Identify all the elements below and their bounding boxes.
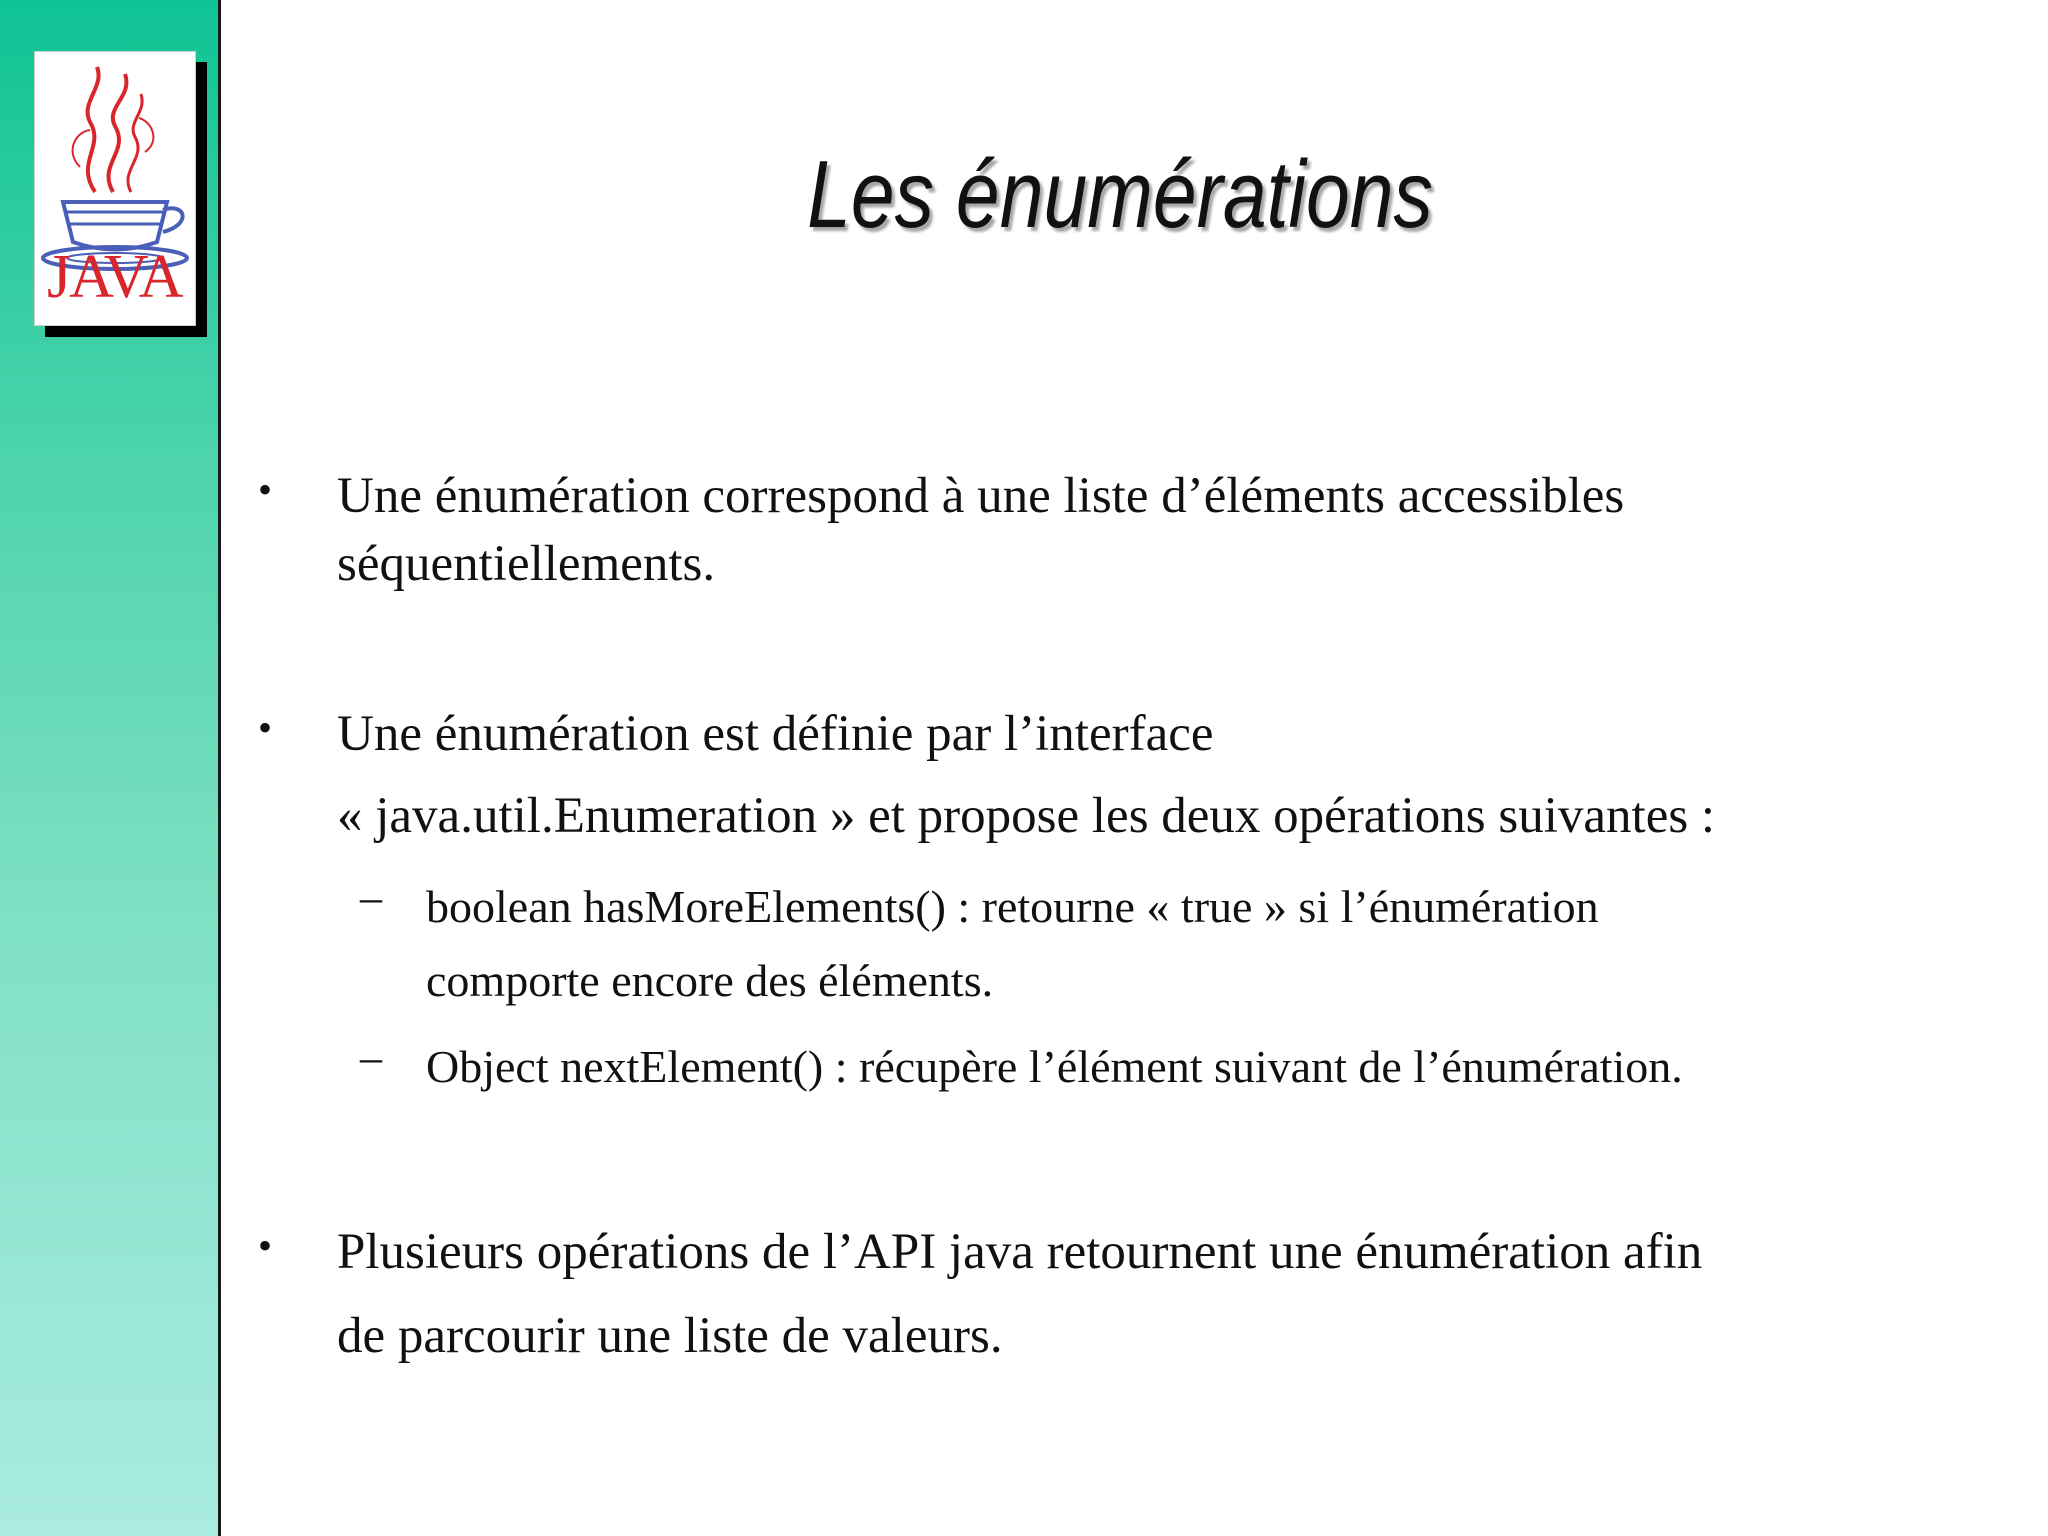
sub-line: comporte encore des éléments. [426, 955, 994, 1006]
bullet-marker: • [258, 467, 273, 512]
sub-line: Object nextElement() : récupère l’élément suivant de l’énumération. [426, 1041, 1683, 1092]
bullet-line: Une énumération correspond à une liste d’éléments accessibles [337, 468, 1625, 524]
sub-marker: – [360, 1033, 382, 1082]
java-logo [34, 51, 196, 326]
logo-wordmark: JAVA [47, 243, 182, 311]
bullet-line: de parcourir une liste de valeurs. [337, 1308, 1003, 1364]
bullet-marker: • [258, 705, 273, 750]
sub-marker: – [360, 873, 382, 922]
sub-line: boolean hasMoreElements() : retourne « true » si l’énumération [426, 881, 1599, 932]
bullet-line: « java.util.Enumeration » et propose les deux opérations suivantes : [337, 788, 1716, 844]
bullet-marker: • [258, 1223, 273, 1268]
bullet-line: Une énumération est définie par l’interface [337, 706, 1214, 762]
bullet-line: séquentiellements. [337, 536, 716, 592]
left-sidebar-band [0, 0, 221, 1536]
bullet-line: Plusieurs opérations de l’API java retournent une énumération afin [337, 1224, 1703, 1280]
slide-title: Les énumérations [807, 141, 1433, 248]
